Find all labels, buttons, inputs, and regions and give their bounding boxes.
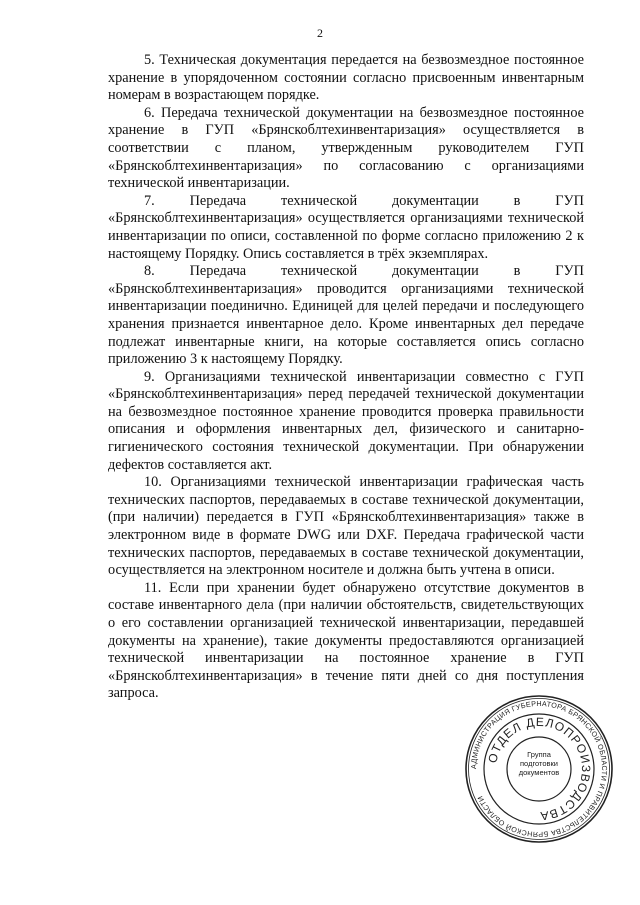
document-body [108, 52, 584, 703]
paragraph-8: 8. Передача технической документации в ГУП «Брянскоблтехинвентаризация» проводится организациями технической инвентаризации поединично. Единицей для целей передачи и последующего хранения признается инвентарное дело. Кроме инвентарных дел передаче подлежат инвентарные книги, на которые составляется опись согласно приложению 3 к настоящему Порядку. [108, 263, 584, 368]
svg-text:ОТДЕЛ ДЕЛОПРОИЗВОДСТВА: ОТДЕЛ ДЕЛОПРОИЗВОДСТВА [485, 714, 594, 824]
paragraph-9: 9. Организациями технической инвентаризации совместно с ГУП «Брянскоблтехинвентаризация» перед передачей технической документации на безвозмездное постоянное хранение проводится проверка правильности описания и оформления инвентарных дел, физического и санитарно-гигиенического состояния технической документации. При обнаружении дефектов составляется акт. [108, 368, 584, 473]
paragraph-10: 10. Организациями технической инвентаризации графическая часть технических паспортов, передаваемых в составе технической документации, (при наличии) передается в ГУП «Брянскоблтехинвентаризация» также в электронном виде в формате DWG или DXF. Передача графической части технических паспортов, передаваемых в составе технической документации, осуществляется на электронном носителе и должна быть учтена в описи. [108, 474, 584, 579]
seal-center-text: Группа подготовки документов [518, 750, 560, 777]
paragraph-7: 7. Передача технической документации в ГУП «Брянскоблтехинвентаризация» осуществляется организациями технической инвентаризации по описи, составленной по форме согласно приложению 2 к настоящему Порядку. Опись составляется в трёх экземплярах. [108, 192, 584, 262]
paragraph-11: 11. Если при хранении будет обнаружено отсутствие документов в составе инвентарного дела (при наличии обстоятельств, свидетельствующих о его составлении организацией технической инвентаризации, передавшей документы на хранение), такие документы предоставляются организацией технической инвентаризации на постоянное хранение в ГУП «Брянскоблтехинвентаризация» в течение пяти дней со дня поступления запроса. [108, 579, 584, 702]
svg-text:АДМИНИСТРАЦИЯ ГУБЕРНАТОРА БРЯН: АДМИНИСТРАЦИЯ ГУБЕРНАТОРА БРЯНСКОЙ ОБЛАСТИ И ПРАВИТЕЛЬСТВА БРЯНСКОЙ ОБЛАСТИ [468, 698, 610, 840]
page-number: 2 [317, 26, 323, 40]
paragraph-5: 5. Техническая документация передается на безвозмездное постоянное хранение в упорядоченном состоянии согласно присвоенным инвентарным номерам в возрастающем порядке. [108, 52, 584, 104]
paragraph-6: 6. Передача технической документации на безвозмездное постоянное хранение в ГУП «Брянскоблтехинвентаризация» осуществляется в соответствии с планом, утвержденным руководителем ГУП «Брянскоблтехинвентаризация» по согласованию с организациями технической инвентаризации. [108, 104, 584, 192]
